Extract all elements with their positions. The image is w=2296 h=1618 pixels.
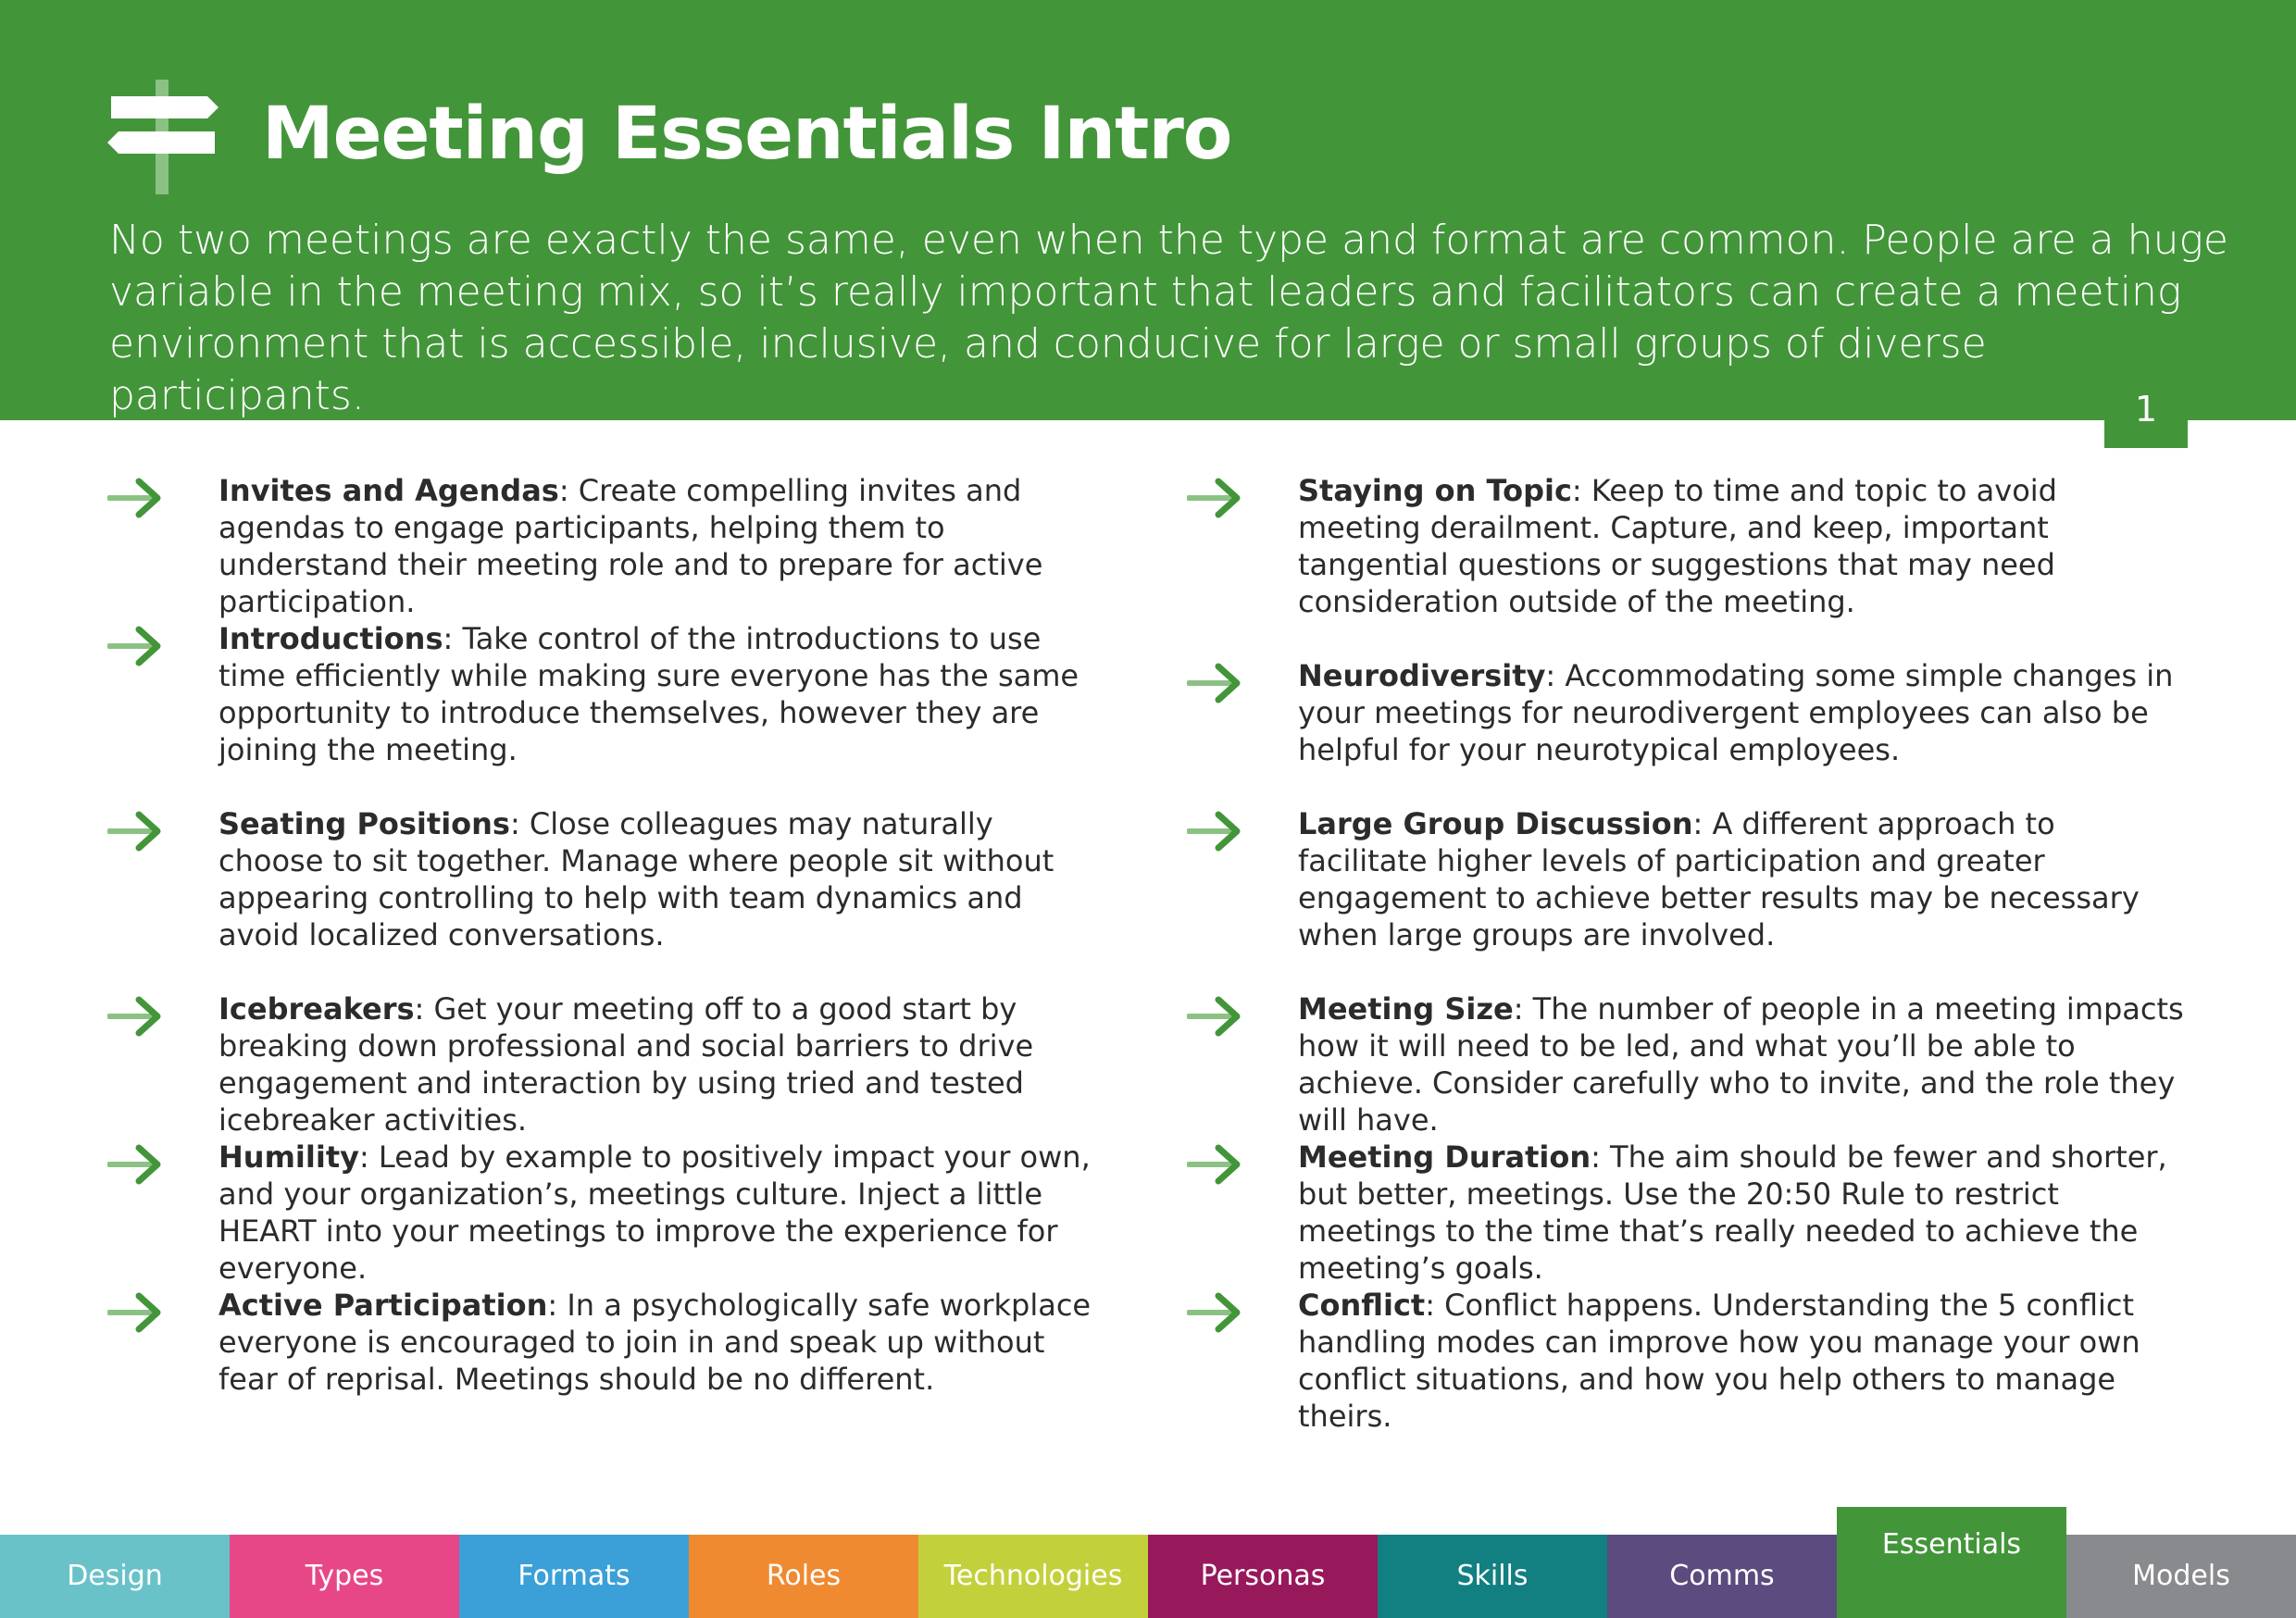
- item-description: [1298, 657, 2187, 768]
- item-text: : Lead by example to positively impact your own, and your organization’s, meetings culture. Inject a little HEART into your meetings to improve the experience for everyone.: [218, 1139, 1091, 1286]
- arrow-right-icon: [1187, 809, 1242, 853]
- item-text: : Create compelling invites and agendas to engage participants, helping them to understand their meeting role and to prepare for active participation.: [218, 473, 1043, 619]
- item-term: Humility: [218, 1139, 359, 1175]
- item-text: : Take control of the introductions to use time efficiently while making sure everyone has the same opportunity to introduce themselves, however they are joining the meeting.: [218, 621, 1079, 767]
- item-term: Icebreakers: [218, 991, 415, 1027]
- nav-tab-models[interactable]: Models: [2066, 1535, 2296, 1618]
- item-term: Large Group Discussion: [1298, 806, 1693, 841]
- item-term: Introductions: [218, 621, 443, 656]
- item-term: Conflict: [1298, 1288, 1426, 1323]
- item-description: [218, 990, 1107, 1139]
- arrow-right-icon: [107, 1290, 163, 1335]
- arrow-right-icon: [1187, 476, 1242, 520]
- nav-tab-technologies[interactable]: Technologies: [918, 1535, 1148, 1618]
- item-term: Staying on Topic: [1298, 473, 1572, 508]
- arrow-right-icon: [1187, 661, 1242, 705]
- arrow-right-icon: [107, 994, 163, 1039]
- item-term: Neurodiversity: [1298, 658, 1546, 693]
- item-description: [218, 1287, 1107, 1398]
- item-term: Seating Positions: [218, 806, 510, 841]
- item-text: : In a psychologically safe workplace everyone is encouraged to join in and speak up without fear of reprisal. Meetings should be no different.: [218, 1288, 1092, 1397]
- item-description: [218, 805, 1107, 953]
- arrow-right-icon: [107, 1142, 163, 1187]
- item-description: [1298, 1139, 2187, 1287]
- arrow-right-icon: [1187, 1290, 1242, 1335]
- item-text: : Accommodating some simple changes in your meetings for neurodivergent employees can also be helpful for your neurotypical employees.: [1298, 658, 2174, 767]
- item-description: [1298, 472, 2187, 620]
- header-banner: [0, 0, 2296, 420]
- item-description: [218, 472, 1107, 620]
- item-description: [1298, 805, 2187, 953]
- arrow-right-icon: [1187, 994, 1242, 1039]
- nav-tab-types[interactable]: Types: [230, 1535, 459, 1618]
- nav-tab-roles[interactable]: Roles: [689, 1535, 918, 1618]
- nav-tab-personas[interactable]: Personas: [1148, 1535, 1378, 1618]
- item-term: Invites and Agendas: [218, 473, 559, 508]
- item-description: [218, 620, 1107, 768]
- nav-tab-skills[interactable]: Skills: [1378, 1535, 1607, 1618]
- item-text: : The aim should be fewer and shorter, but better, meetings. Use the 20:50 Rule to restrict meetings to the time that’s really needed to achieve the meeting’s goals.: [1298, 1139, 2167, 1286]
- item-description: [218, 1139, 1107, 1287]
- section-nav: [0, 1528, 2296, 1618]
- nav-tab-essentials[interactable]: Essentials: [1837, 1507, 2066, 1618]
- signpost-icon: [107, 80, 218, 194]
- item-term: Meeting Size: [1298, 991, 1514, 1027]
- page-number: 1: [2104, 387, 2188, 448]
- item-term: Active Participation: [218, 1288, 548, 1323]
- item-text: : Get your meeting off to a good start by breaking down professional and social barriers to drive engagement and interaction by using tried and tested icebreaker activities.: [218, 991, 1034, 1138]
- item-text: : Close colleagues may naturally choose to sit together. Manage where people sit without appearing controlling to help with team dynamics and avoid localized conversations.: [218, 806, 1054, 952]
- item-text: : Conflict happens. Understanding the 5 conflict handling modes can improve how you manage your own conflict situations, and how you help others to manage theirs.: [1298, 1288, 2140, 1434]
- item-text: : A different approach to facilitate higher levels of participation and greater engagement to achieve better results may be necessary when large groups are involved.: [1298, 806, 2140, 952]
- nav-tab-formats[interactable]: Formats: [459, 1535, 689, 1618]
- item-term: Meeting Duration: [1298, 1139, 1591, 1175]
- item-description: [1298, 990, 2187, 1139]
- item-text: : Keep to time and topic to avoid meeting derailment. Capture, and keep, important tangential questions or suggestions that may need consideration outside of the meeting.: [1298, 473, 2057, 619]
- nav-tab-comms[interactable]: Comms: [1607, 1535, 1837, 1618]
- arrow-right-icon: [107, 809, 163, 853]
- nav-tab-design[interactable]: Design: [0, 1535, 230, 1618]
- intro-paragraph: No two meetings are exactly the same, even when the type and format are common. People are a huge variable in the meeting mix, so it’s really important that leaders and facilitators can create a meeting environment that is accessible, inclusive, and conducive for large or small groups of diverse participants.: [109, 217, 2228, 419]
- item-text: : The number of people in a meeting impacts how it will need to be led, and what you’ll be able to achieve. Consider carefully who to invite, and the role they will have.: [1298, 991, 2184, 1138]
- arrow-right-icon: [107, 476, 163, 520]
- arrow-right-icon: [107, 624, 163, 668]
- arrow-right-icon: [1187, 1142, 1242, 1187]
- page-title: Meeting Essentials Intro: [262, 93, 1232, 176]
- item-description: [1298, 1287, 2187, 1435]
